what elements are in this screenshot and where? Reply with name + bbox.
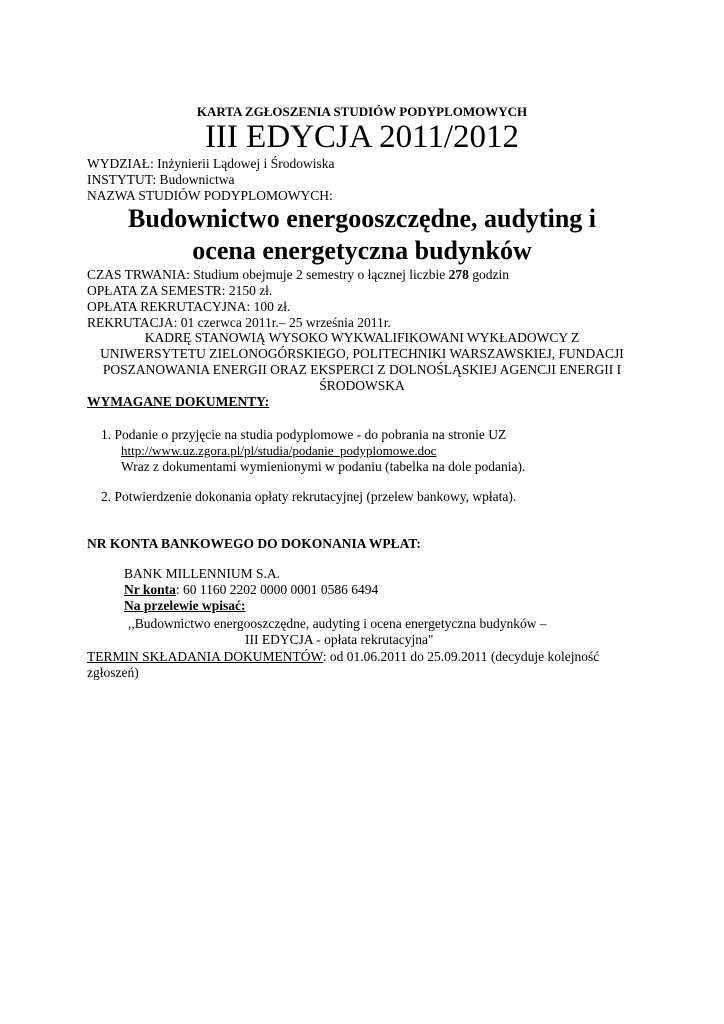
edition-title: III EDYCJA 2011/2012	[204, 119, 520, 155]
duration-prefix: CZAS TRWANIA: Studium obejmuje 2 semestry o łącznej liczbie	[87, 267, 449, 282]
bank-name: BANK MILLENNIUM S.A.	[124, 566, 280, 581]
staff-line2: UNIWERSYTETU ZIELONOGÓRSKIEGO, POLITECHNIKI WARSZAWSKIEJ, FUNDACJI	[100, 346, 624, 361]
program-title-line2: ocena energetyczna budynków	[192, 236, 532, 265]
application-form-link[interactable]: http://www.uz.zgora.pl/pl/studia/podanie_podyplomowe.doc	[121, 443, 437, 458]
faculty-line: WYDZIAŁ: Inżynierii Lądowej i Środowiska	[87, 156, 335, 171]
program-title-line1: Budownictwo energooszczędne, audyting i	[128, 204, 596, 233]
deadline-line	[87, 650, 599, 664]
account-line	[124, 583, 378, 597]
staff-line1: KADRĘ STANOWIĄ WYSOKO WYKWALIFIKOWANI WYKŁADOWCY Z	[144, 330, 580, 345]
account-number: : 60 1160 2202 0000 0001 0586 6494	[175, 582, 379, 597]
document-item-1: 1. Podanie o przyjęcie na studia podyplomowe - do pobrania na stronie UZ	[101, 427, 507, 442]
document-item-1-note: Wraz z dokumentami wymienionymi w podaniu (tabelka na dole podania).	[121, 459, 526, 474]
recruitment-dates-line: REKRUTACJA: 01 czerwca 2011r.– 25 września 2011r.	[87, 315, 391, 330]
institute-line: INSTYTUT: Budownictwa	[87, 172, 235, 187]
deadline-line2: zgłoszeń)	[87, 665, 139, 680]
account-label: Nr konta	[124, 582, 176, 597]
transfer-line1: ,,Budownictwo energooszczędne, audyting i ocena energetyczna budynków –	[128, 616, 547, 631]
document-item-2: 2. Potwierdzenie dokonania opłaty rekrutacyjnej (przelew bankowy, wpłata).	[101, 489, 517, 504]
program-label: NAZWA STUDIÓW PODYPLOMOWYCH:	[87, 188, 333, 203]
staff-line3: POSZANOWANIA ENERGII ORAZ EKSPERCI Z DOLNOŚLĄSKIEJ AGENCJI ENERGII I	[102, 362, 622, 377]
form-title: KARTA ZGŁOSZENIA STUDIÓW PODYPLOMOWYCH	[196, 104, 528, 119]
deadline-text: : od 01.06.2011 do 25.09.2011 (decyduje kolejność	[322, 649, 600, 664]
duration-hours: 278	[448, 267, 469, 282]
transfer-line2: III EDYCJA - opłata rekrutacyjna"	[245, 632, 434, 647]
recruitment-fee-line: OPŁATA REKRUTACYJNA: 100 zł.	[87, 299, 291, 314]
transfer-label: Na przelewie wpisać:	[124, 598, 246, 613]
duration-line	[87, 268, 509, 282]
documents-heading: WYMAGANE DOKUMENTY:	[87, 394, 270, 409]
semester-fee-line: OPŁATA ZA SEMESTR: 2150 zł.	[87, 283, 273, 298]
duration-suffix: godzin	[468, 267, 509, 282]
staff-line4: ŚRODOWSKA	[319, 378, 405, 393]
bank-heading: NR KONTA BANKOWEGO DO DOKONANIA WPŁAT:	[87, 536, 421, 551]
deadline-label: TERMIN SKŁADANIA DOKUMENTÓW	[87, 649, 323, 664]
